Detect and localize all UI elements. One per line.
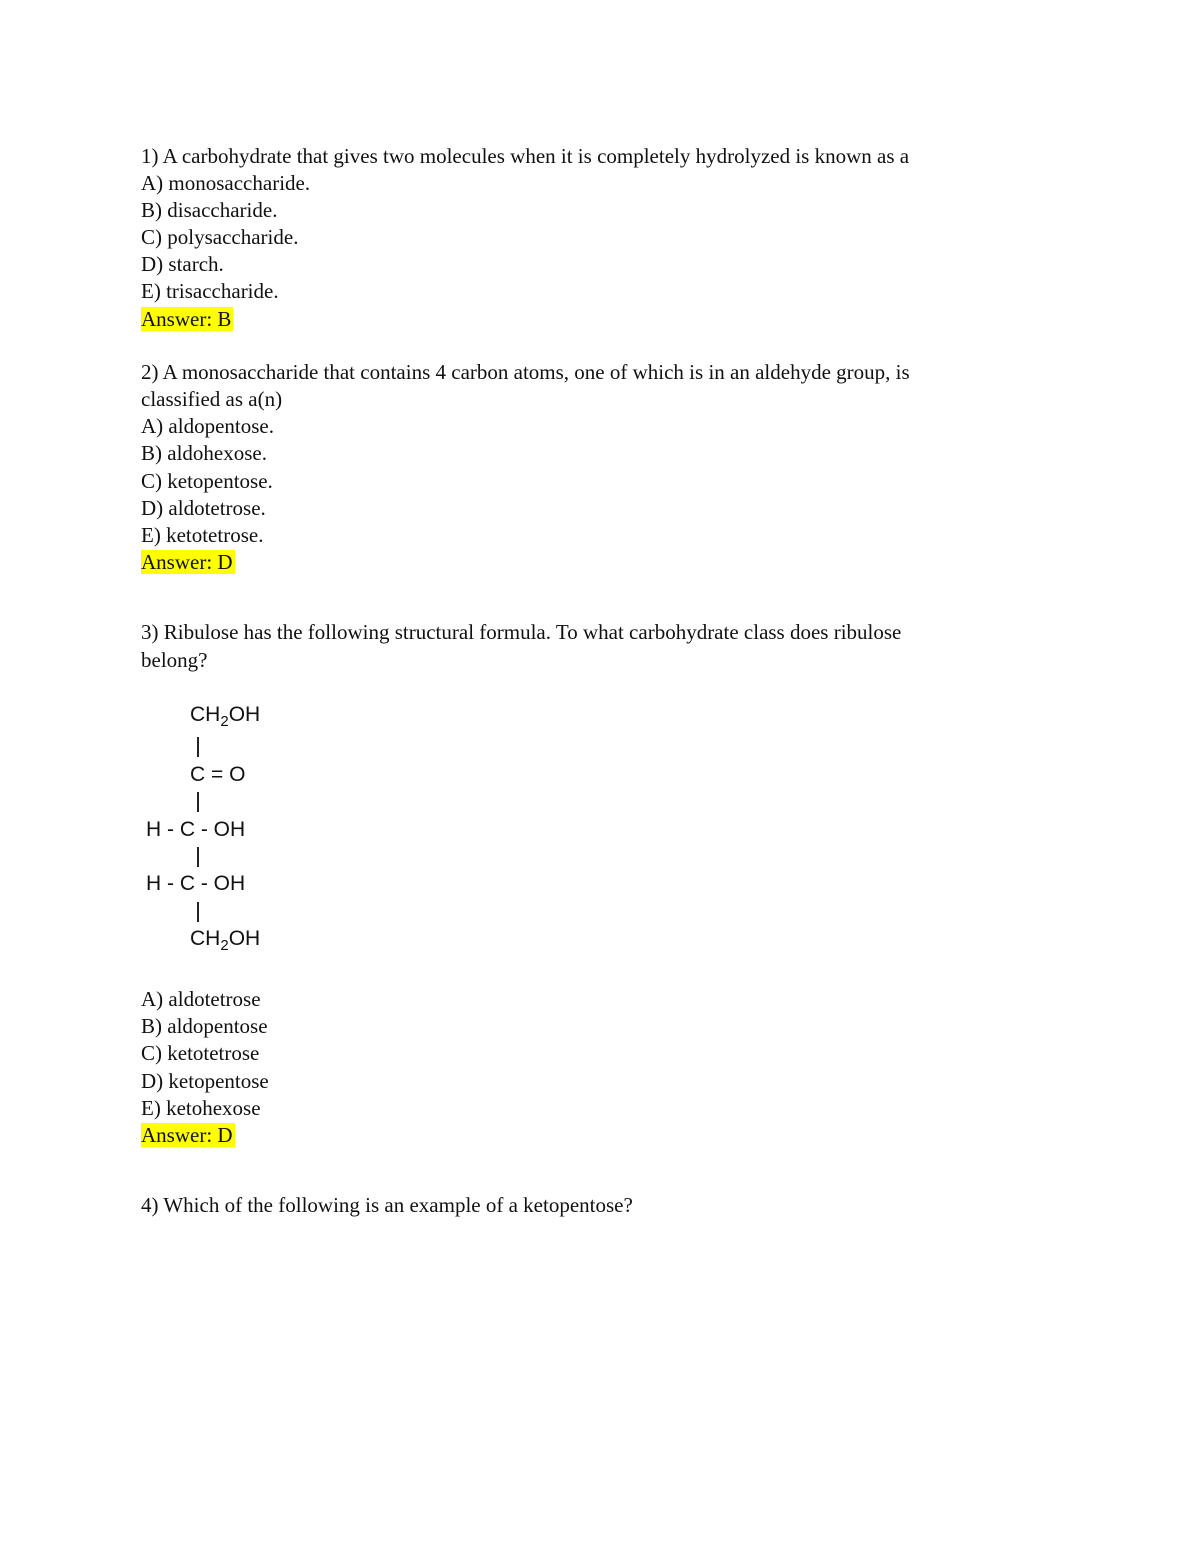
question-2-option-e: E) ketotetrose. [141,523,264,547]
question-1-option-a: A) monosaccharide. [141,171,311,195]
question-3-option-e: E) ketohexose [141,1096,261,1120]
question-1-option-c: C) polysaccharide. [141,225,299,249]
formula-row-1: H - C - OH [146,818,246,841]
question-1-answer: Answer: B [141,307,232,331]
question-1-option-e: E) trisaccharide. [141,279,279,303]
question-3-option-b: B) aldopentose [141,1014,268,1038]
formula-row-2: H - C - OH [146,872,246,895]
question-3-option-c: C) ketotetrose [141,1041,260,1065]
question-3-option-a: A) aldotetrose [141,987,261,1011]
question-3-option-d: D) ketopentose [141,1069,269,1093]
formula-top-ch2oh: $CH_2OH$ [190,703,261,730]
question-2-stem-line-1: 2) A monosaccharide that contains 4 carbon atoms, one of which is in an aldehyde group, is [141,360,910,384]
formula-bottom-ch2oh: $CH_2OH$ [190,927,261,954]
formula-bond-1 [197,737,199,757]
question-2-option-a: A) aldopentose. [141,414,274,438]
question-1-stem: 1) A carbohydrate that gives two molecules when it is completely hydrolyzed is known as a [141,144,910,168]
question-3-stem-line-2: belong? [141,648,208,672]
question-3-answer: Answer: D [141,1123,233,1147]
question-3-stem-line-1: 3) Ribulose has the following structural formula. To what carbohydrate class does ribulose [141,620,902,644]
question-2-option-c: C) ketopentose. [141,469,273,493]
question-1-option-d: D) starch. [141,252,224,276]
formula-bond-4 [197,902,199,922]
question-2-answer: Answer: D [141,550,233,574]
question-2-option-b: B) aldohexose. [141,441,267,465]
formula-bond-3 [197,847,199,867]
question-2-stem-line-2: classified as a(n) [141,387,283,411]
formula-bond-2 [197,792,199,812]
formula-carbonyl: C = O [190,763,246,786]
question-2-option-d: D) aldotetrose. [141,496,266,520]
question-1-option-b: B) disaccharide. [141,198,278,222]
question-4-stem: 4) Which of the following is an example of a ketopentose? [141,1193,633,1217]
